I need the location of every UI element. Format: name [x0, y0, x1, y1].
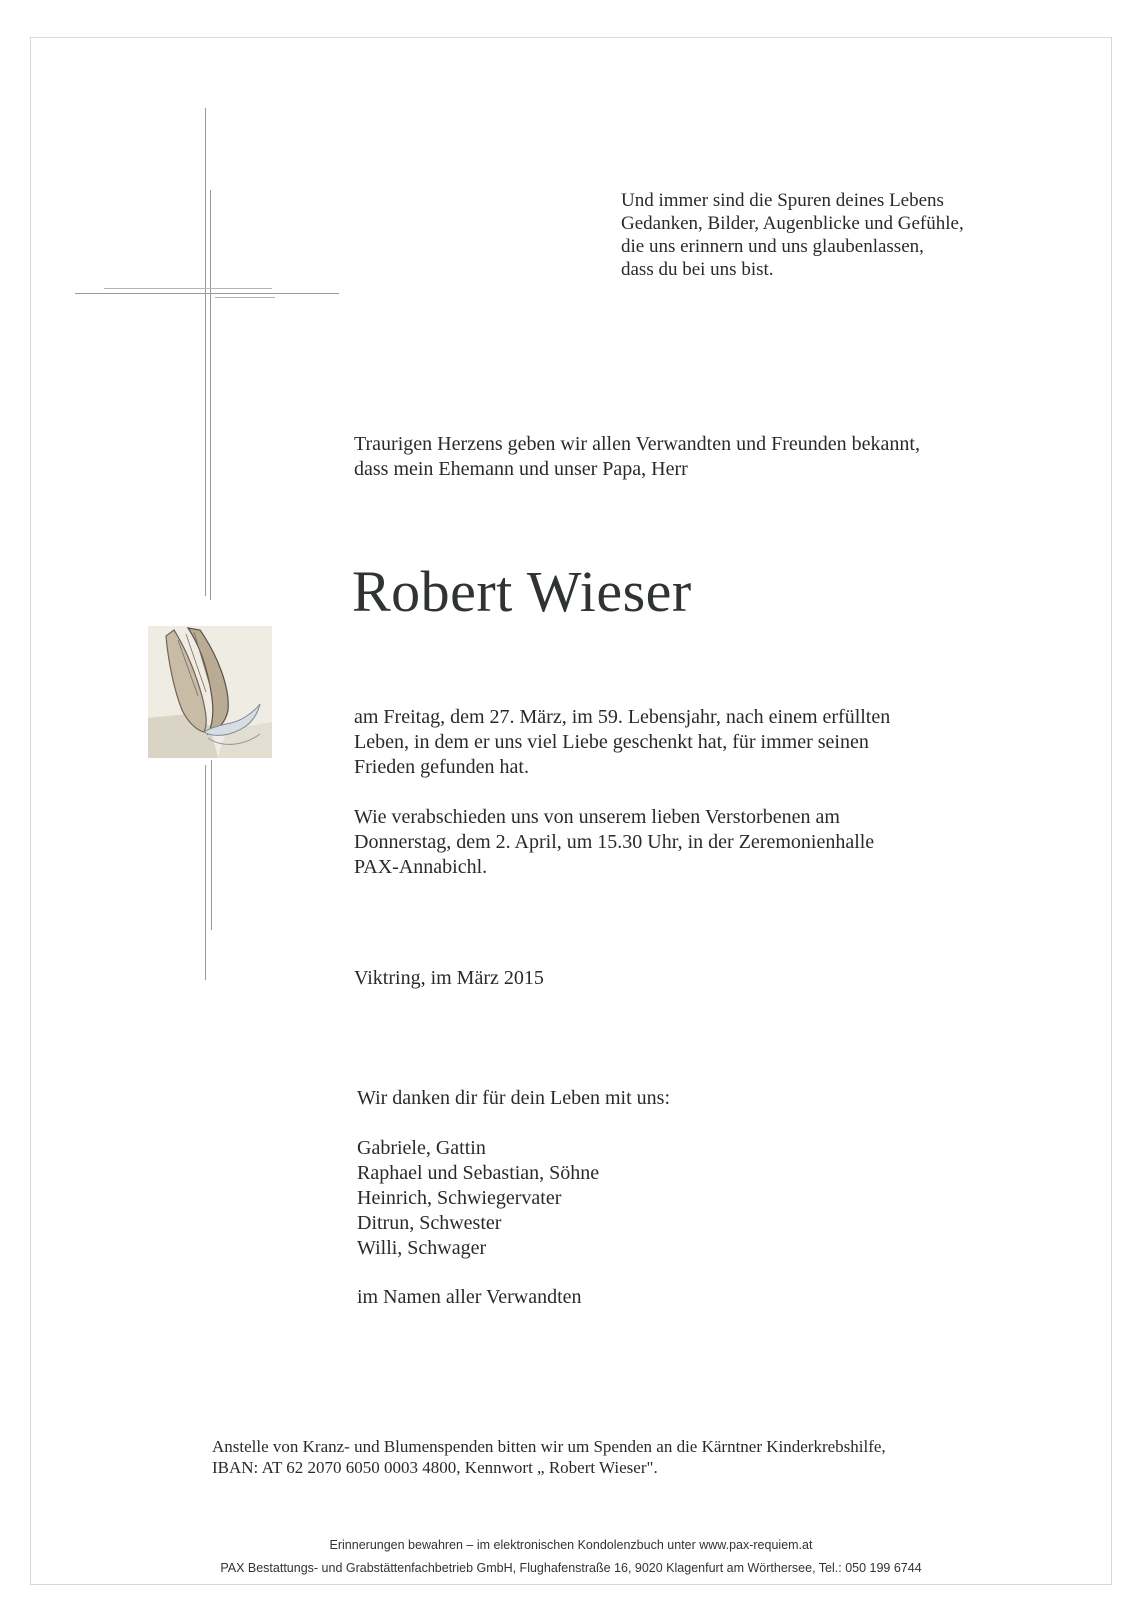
notice-line: Frieden gefunden hat. [354, 756, 529, 778]
place-date: Viktring, im März 2015 [354, 967, 544, 989]
praying-hands-icon [148, 626, 272, 758]
notice-line: Leben, in dem er uns viel Liebe geschenkt hat, für immer seinen [354, 731, 869, 753]
intro-line: dass mein Ehemann und unser Papa, Herr [354, 458, 688, 480]
poem-line: dass du bei uns bist. [621, 259, 774, 280]
notice-line: am Freitag, dem 27. März, im 59. Lebensjahr, nach einem erfüllten [354, 706, 891, 728]
mourner-item: Gabriele, Gattin [357, 1137, 486, 1159]
farewell-line: Donnerstag, dem 2. April, um 15.30 Uhr, in der Zeremonienhalle [354, 831, 875, 853]
deceased-name: Robert Wieser [352, 559, 692, 624]
poem-line: die uns erinnern und uns glaubenlassen, [621, 236, 924, 257]
poem-line: Und immer sind die Spuren deines Lebens [621, 190, 944, 211]
mourner-item: Ditrun, Schwester [357, 1212, 502, 1234]
mourner-item: Heinrich, Schwiegervater [357, 1187, 562, 1209]
donation-line: IBAN: AT 62 2070 6050 0003 4800, Kennwort „ Robert Wieser". [212, 1458, 658, 1477]
closing-line: im Namen aller Verwandten [357, 1286, 582, 1308]
mourners-list [357, 1136, 599, 1261]
farewell-line: PAX-Annabichl. [354, 856, 488, 878]
donation-note [212, 1436, 886, 1478]
poem-line: Gedanken, Bilder, Augenblicke und Gefühle, [621, 213, 964, 234]
farewell-paragraph [354, 805, 874, 880]
footer-condolence-line: Erinnerungen bewahren – im elektronischen Kondolenzbuch unter www.pax-requiem.at [329, 1538, 813, 1552]
announcement-intro [354, 432, 920, 482]
mourner-item: Raphael und Sebastian, Söhne [357, 1162, 600, 1184]
donation-line: Anstelle von Kranz- und Blumenspenden bitten wir um Spenden an die Kärntner Kinderkrebshilfe, [212, 1437, 886, 1456]
footer-company-line: PAX Bestattungs- und Grabstättenfachbetrieb GmbH, Flughafenstraße 16, 9020 Klagenfurt am Wörthersee, Tel.: 050 199 6744 [220, 1561, 922, 1575]
poem-verse [621, 189, 964, 281]
thanks-line: Wir danken dir für dein Leben mit uns: [357, 1087, 670, 1109]
farewell-line: Wie verabschieden uns von unserem lieben Verstorbenen am [354, 806, 840, 828]
mourner-item: Willi, Schwager [357, 1237, 487, 1259]
intro-line: Traurigen Herzens geben wir allen Verwandten und Freunden bekannt, [354, 433, 920, 455]
death-notice-paragraph [354, 705, 890, 780]
